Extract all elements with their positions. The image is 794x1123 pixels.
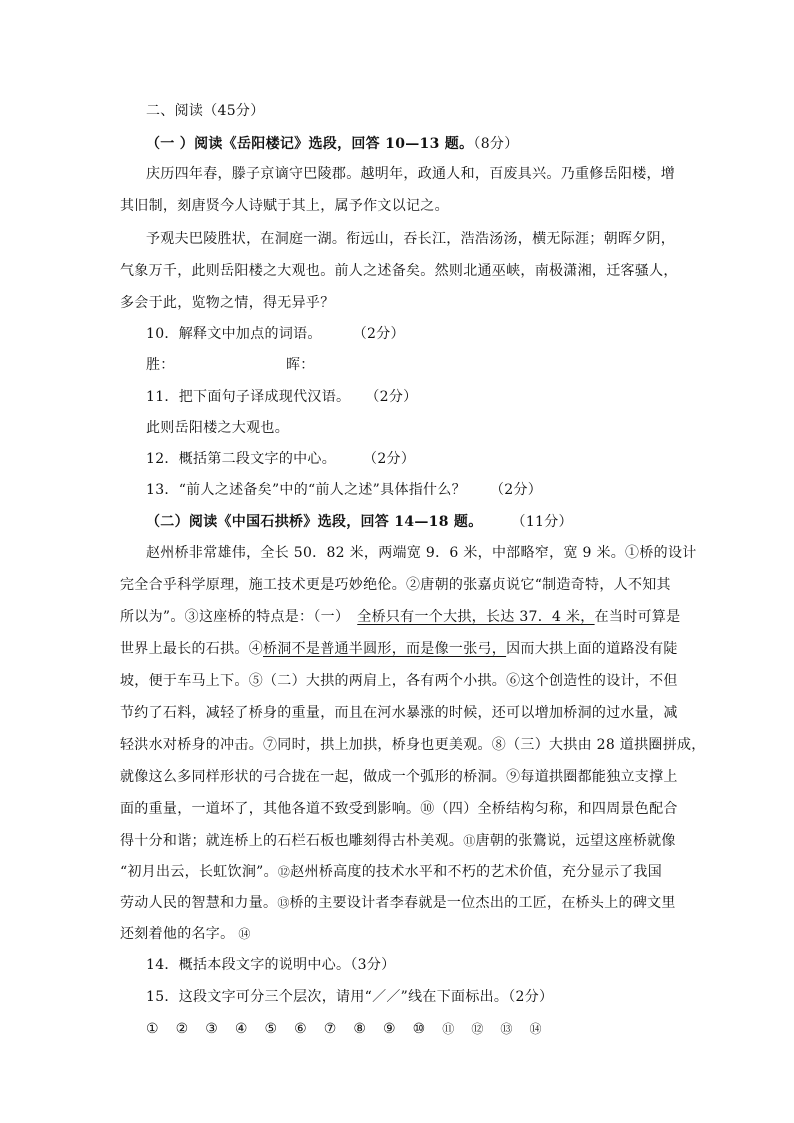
- passage2-line: [120, 607, 680, 627]
- passage1-line: 予观夫巴陵胜状，在洞庭一湖。衔远山，吞长江，浩浩汤汤，横无际涯；朝晖夕阴，: [146, 231, 676, 247]
- sentence-number: ⑭: [238, 927, 251, 941]
- part1-heading-score: （8分）: [473, 136, 519, 152]
- marker: ④: [234, 1021, 248, 1037]
- passage2-line: [120, 862, 662, 882]
- question-10-score: （2分）: [359, 326, 405, 342]
- passage2-text: 因而大拱上面的道路没有陡: [506, 641, 678, 657]
- part2-heading-score: （11分）: [518, 514, 573, 530]
- question-15: 15．这段文字可分三个层次，请用“／／”线在下面标出。（2分）: [146, 989, 554, 1005]
- marker: ③: [205, 1021, 219, 1037]
- question-10-word-2: 晖：: [286, 357, 315, 373]
- part2-heading-text: （二）阅读《中国石拱桥》选段，回答 14—18 题。: [146, 514, 483, 530]
- passage2-text: 赵州桥高度的技术水平和不朽的艺术价值，充分显示了我国: [290, 864, 663, 880]
- part2-heading: [146, 512, 573, 532]
- passage2-underlined-text: 桥洞不是普通半圆形，而是像一张弓，: [263, 641, 507, 657]
- sentence-number: ⑪: [463, 834, 476, 848]
- sentence-number: ⑬: [277, 896, 290, 910]
- question-14: 14．概括本段文字的说明中心。（3分）: [146, 957, 396, 973]
- marker: ⑦: [323, 1021, 337, 1037]
- part1-heading-text: （一 ）阅读《岳阳楼记》选段，回答 10—13 题。: [146, 136, 474, 152]
- passage2-text: 还刻着他的名字。: [120, 926, 235, 942]
- marker: ⑬: [500, 1022, 513, 1036]
- marker: ⑥: [294, 1021, 307, 1037]
- question-11-sentence: 此则岳阳楼之大观也。: [146, 420, 289, 436]
- passage2-text: 唐朝的张鷟说，远望这座桥就像: [475, 833, 676, 849]
- marker: ①: [146, 1021, 159, 1037]
- question-13-score: （2分）: [489, 482, 543, 498]
- passage2-line: [120, 639, 678, 659]
- passage2-line: 赵州桥非常雄伟，全长 50．82 米，两端宽 9．6 米，中部略窄，宽 9 米。①桥的设计: [146, 545, 697, 561]
- passage2-line: 面的重量，一道坏了，其他各道不致受到影响。⑩（四）全桥结构匀称，和四周景色配合: [120, 801, 678, 817]
- marker: ⑧: [353, 1021, 367, 1037]
- marker: ⑫: [471, 1022, 484, 1036]
- passage2-line: [120, 893, 676, 913]
- passage1-line: 庆历四年春，滕子京谪守巴陵郡。越明年，政通人和，百废具兴。乃重修岳阳楼，增: [146, 166, 676, 182]
- marker: ⑩: [412, 1021, 426, 1037]
- passage1-line: 其旧制，刻唐贤今人诗赋于其上，属予作文以记之。: [120, 198, 449, 214]
- passage2-line: 轻洪水对桥身的冲击。⑦同时，拱上加拱，桥身也更美观。⑧（三）大拱由 28 道拱圈拼成，: [120, 737, 706, 753]
- passage2-line: [120, 924, 251, 944]
- passage2-text: 得十分和谐；就连桥上的石栏石板也雕刻得古朴美观。: [120, 833, 464, 849]
- marker: ②: [175, 1021, 189, 1037]
- passage2-text: 在当时可算是: [594, 609, 681, 625]
- section-title: 二、阅读（45分）: [146, 103, 265, 119]
- question-11-text: 11．把下面句子译成现代汉语。: [146, 389, 351, 405]
- question-10-word-1: 胜：: [146, 357, 175, 373]
- passage2-line: 节约了石料，减轻了桥身的重量，而且在河水暴涨的时候，还可以增加桥洞的过水量，减: [120, 705, 678, 721]
- passage1-line: 气象万千，此则岳阳楼之大观也。前人之述备矣。然则北通巫峡，南极潇湘，迁客骚人，: [120, 263, 678, 279]
- passage2-line: [120, 831, 676, 851]
- question-13-text: 13．“前人之述备矣”中的“前人之述”具体指什么？: [146, 482, 466, 498]
- marker: ⑨: [383, 1021, 396, 1037]
- passage1-line: 多会于此，览物之情，得无异乎？: [120, 295, 335, 311]
- question-11: [146, 387, 417, 407]
- sentence-markers: [146, 1019, 554, 1039]
- question-12: [146, 449, 415, 469]
- question-12-score: （2分）: [370, 451, 416, 467]
- passage2-text: 劳动人民的智慧和力量。: [120, 895, 278, 911]
- part1-heading: [146, 134, 519, 154]
- question-11-score: （2分）: [372, 389, 418, 405]
- passage2-text: 世界上最长的石拱。④: [120, 641, 263, 657]
- passage2-text: 所以为”。③这座桥的特点是：（一）: [120, 609, 350, 625]
- question-12-text: 12．概括第二段文字的中心。: [146, 451, 337, 467]
- marker: ⑤: [264, 1021, 278, 1037]
- question-10: [146, 324, 405, 344]
- passage2-line: 就像这么多同样形状的弓合拢在一起，做成一个弧形的桥洞。⑨每道拱圈都能独立支撑上: [120, 769, 678, 785]
- passage2-line: 完全合乎科学原理，施工技术更是巧妙绝伦。②唐朝的张嘉贞说它“制造奇特，人不知其: [120, 577, 671, 593]
- question-10-text: 10．解释文中加点的词语。: [146, 326, 322, 342]
- passage2-line: 坡，便于车马上下。⑤（二）大拱的两肩上，各有两个小拱。⑥这个创造性的设计，不但: [120, 673, 678, 689]
- question-13: [146, 480, 542, 500]
- passage2-text: 桥的主要设计者李春就是一位杰出的工匠，在桥头上的碑文里: [289, 895, 676, 911]
- marker: ⑪: [442, 1022, 455, 1036]
- marker: ⑭: [529, 1022, 542, 1036]
- sentence-number: ⑫: [277, 865, 291, 879]
- passage2-underlined-text: 全桥只有一个大拱，长达 37．4 米，: [357, 609, 595, 625]
- passage2-text: “初月出云，长虹饮涧”。: [120, 864, 278, 880]
